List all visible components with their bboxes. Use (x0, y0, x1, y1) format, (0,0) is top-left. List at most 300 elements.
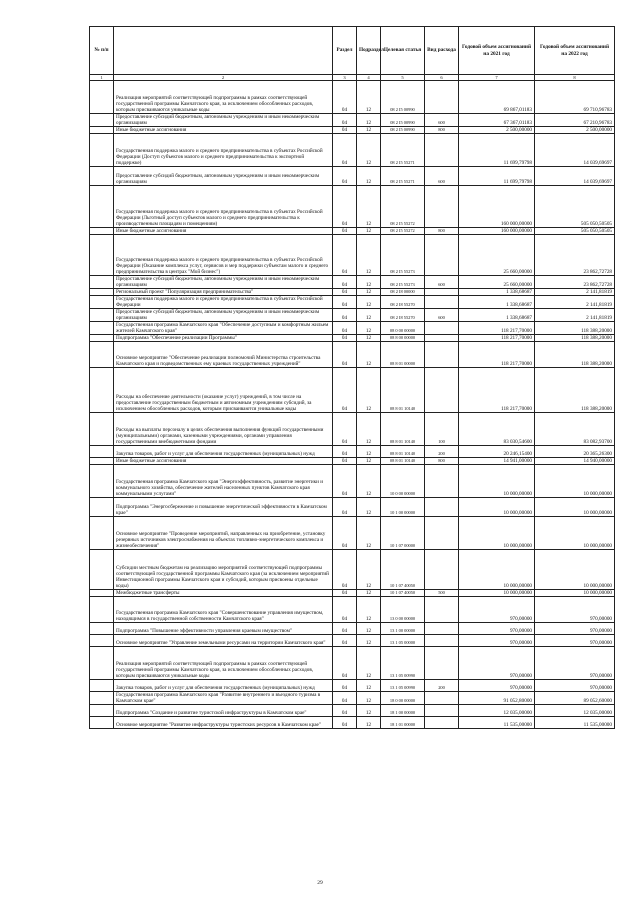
row-target-code: 08 8 01 10140 (381, 458, 425, 465)
header-name (114, 27, 333, 75)
row-section: 04 (333, 705, 357, 717)
row-section: 04 (333, 167, 357, 186)
row-name: Основное мероприятие "Проведение мероприятий, направленных на приобретение, установку резервных источников электроснабжения на объектах топливно-энергетического комплекса и жизнеобеспечения" (114, 517, 333, 550)
row-subsection: 12 (357, 446, 381, 458)
row-vol2021: 10 000,00000 (459, 590, 535, 597)
row-exp-type: 200 (425, 680, 459, 692)
row-section: 04 (333, 186, 357, 228)
row-section: 04 (333, 309, 357, 322)
row-vol2021: 1 338,68687 (459, 309, 535, 322)
row-vol2022: 970,00000 (535, 647, 615, 680)
row-name: Расходы на выплаты персоналу в целях обеспечения выполнения функций государственными (муниципальными) органами, казенными учреждениями, органами управления государственными внебюджетными фондами (114, 413, 333, 446)
row-section: 04 (333, 635, 357, 647)
row-section: 04 (333, 368, 357, 413)
row-subsection: 12 (357, 498, 381, 517)
row-exp-type: 600 (425, 309, 459, 322)
row-section: 04 (333, 322, 357, 335)
row-target-code: 10 1 07 00000 (381, 517, 425, 550)
row-number (90, 597, 114, 623)
table-row (90, 680, 615, 692)
row-target-code: 18 1 01 00000 (381, 717, 425, 729)
row-name: Основное мероприятие "Обеспечение реализации полномочий Министерства строительства Камчатского края и подведомственных ему краевых государственных учреждений" (114, 342, 333, 368)
row-subsection: 12 (357, 309, 381, 322)
row-name: Основное мероприятие "Развитие инфраструктуры туристских ресурсов в Камчатском крае" (114, 717, 333, 729)
row-subsection: 12 (357, 114, 381, 127)
row-target-code: 08 2 I5 55271 (381, 167, 425, 186)
row-name: Предоставление субсидий бюджетным, автономным учреждениям и иным некоммерческим организациям (114, 309, 333, 322)
row-exp-type (425, 705, 459, 717)
row-subsection: 12 (357, 680, 381, 692)
row-subsection: 12 (357, 289, 381, 296)
row-vol2022: 23 862,72728 (535, 276, 615, 289)
row-name: Основное мероприятие "Управление земельными ресурсами на территории Камчатского края" (114, 635, 333, 647)
row-target-code: 10 1 07 40050 (381, 590, 425, 597)
row-number (90, 550, 114, 590)
row-vol2021: 91 052,80000 (459, 692, 535, 705)
row-vol2022: 970,00000 (535, 597, 615, 623)
row-section: 04 (333, 498, 357, 517)
row-section: 04 (333, 597, 357, 623)
row-name: Иные бюджетные ассигнования (114, 228, 333, 235)
row-vol2021: 10 000,00000 (459, 498, 535, 517)
row-subsection: 12 (357, 228, 381, 235)
row-vol2021: 20 246,15400 (459, 446, 535, 458)
row-vol2021: 970,00000 (459, 623, 535, 635)
row-number (90, 465, 114, 498)
row-subsection: 12 (357, 368, 381, 413)
row-exp-type (425, 235, 459, 276)
row-number (90, 276, 114, 289)
row-name: Государственная программа Камчатского края "Развитие внутреннего и въездного туризма в Камчатском крае" (114, 692, 333, 705)
row-section: 04 (333, 517, 357, 550)
row-number (90, 413, 114, 446)
row-section: 04 (333, 680, 357, 692)
row-number (90, 134, 114, 167)
row-exp-type: 800 (425, 127, 459, 134)
row-vol2022: 67 210,96783 (535, 114, 615, 127)
table-row (90, 413, 615, 446)
row-subsection: 12 (357, 134, 381, 167)
row-subsection: 12 (357, 590, 381, 597)
row-name: Подпрограмма "Повышение эффективности управления краевым имуществом" (114, 623, 333, 635)
row-number (90, 228, 114, 235)
table-body (90, 81, 615, 729)
header-exp-type: Вид расхода (425, 27, 459, 75)
row-target-code: 08 8 00 00000 (381, 335, 425, 342)
row-name: Предоставление субсидий бюджетным, автономным учреждениям и иным некоммерческим организациям (114, 167, 333, 186)
row-vol2022: 2 141,81819 (535, 296, 615, 309)
row-number (90, 517, 114, 550)
row-name: Межбюджетные трансферты (114, 590, 333, 597)
table-row (90, 597, 615, 623)
row-exp-type: 600 (425, 114, 459, 127)
row-exp-type (425, 692, 459, 705)
table-header (90, 27, 615, 75)
row-target-code: 13 1 05 00990 (381, 680, 425, 692)
row-vol2021: 970,00000 (459, 635, 535, 647)
row-name: Закупка товаров, работ и услуг для обеспечения государственных (муниципальных) нужд (114, 446, 333, 458)
row-vol2021: 160 000,00000 (459, 186, 535, 228)
row-vol2022: 118 388,20000 (535, 368, 615, 413)
row-vol2021: 11 699,79798 (459, 167, 535, 186)
row-number (90, 692, 114, 705)
row-vol2021: 11 535,00000 (459, 717, 535, 729)
row-section: 04 (333, 335, 357, 342)
row-vol2021: 14 941,00000 (459, 458, 535, 465)
row-target-code: 08 2 I5 00990 (381, 127, 425, 134)
table-row (90, 342, 615, 368)
row-vol2022: 2 141,81819 (535, 309, 615, 322)
row-subsection: 12 (357, 276, 381, 289)
row-section: 04 (333, 289, 357, 296)
row-name: Подпрограмма "Энергосбережение и повышение энергетической эффективности в Камчатском крае" (114, 498, 333, 517)
row-subsection: 12 (357, 322, 381, 335)
table-row (90, 368, 615, 413)
row-section: 04 (333, 623, 357, 635)
row-vol2022: 83 082,93700 (535, 413, 615, 446)
row-section: 04 (333, 296, 357, 309)
table-row (90, 550, 615, 590)
row-subsection: 12 (357, 127, 381, 134)
table-row (90, 167, 615, 186)
row-subsection: 12 (357, 335, 381, 342)
row-number (90, 296, 114, 309)
row-number (90, 335, 114, 342)
row-target-code: 08 2 I8 00000 (381, 289, 425, 296)
colnum: 6 (425, 75, 459, 81)
table-row (90, 647, 615, 680)
row-target-code: 08 2 I8 55270 (381, 296, 425, 309)
row-section: 04 (333, 114, 357, 127)
row-exp-type (425, 635, 459, 647)
row-exp-type (425, 647, 459, 680)
row-exp-type: 500 (425, 590, 459, 597)
row-number (90, 322, 114, 335)
table-row (90, 127, 615, 134)
row-subsection: 12 (357, 635, 381, 647)
header-vol2021: Годовой объем ассигнований на 2021 год (459, 27, 535, 75)
row-subsection: 12 (357, 465, 381, 498)
table-row (90, 692, 615, 705)
row-vol2021: 83 030,54600 (459, 413, 535, 446)
row-exp-type (425, 335, 459, 342)
row-target-code: 10 1 00 00000 (381, 498, 425, 517)
header-subsection: Подраздел (357, 27, 381, 75)
page-number: 29 (317, 880, 323, 886)
row-number (90, 635, 114, 647)
table-row (90, 623, 615, 635)
colnum: 3 (333, 75, 357, 81)
row-section: 04 (333, 717, 357, 729)
header-num: № п/п (90, 27, 114, 75)
table-row (90, 186, 615, 228)
row-target-code: 08 8 01 10140 (381, 368, 425, 413)
table-row (90, 81, 615, 114)
row-section: 04 (333, 550, 357, 590)
row-section: 04 (333, 127, 357, 134)
row-target-code: 18 1 00 00000 (381, 705, 425, 717)
row-section: 04 (333, 81, 357, 114)
row-number (90, 458, 114, 465)
row-target-code: 08 2 I5 55272 (381, 186, 425, 228)
colnum: 8 (535, 75, 615, 81)
row-number (90, 368, 114, 413)
table-row (90, 114, 615, 127)
row-exp-type: 800 (425, 228, 459, 235)
row-name: Государственная программа Камчатского края "Энергоэффективность, развитие энергетики и коммунального хозяйства, обеспечение жителей населенных пунктов Камчатского края коммунальными услугами" (114, 465, 333, 498)
row-name: Субсидии местным бюджетам на реализацию мероприятий соответствующей подпрограммы соответствующей государственной программы Камчатского края (за исключением мероприятий Инвестиционной программы Камчатского края и субсидий, которым присвоены отдельные коды) (114, 550, 333, 590)
row-exp-type (425, 134, 459, 167)
row-section: 04 (333, 446, 357, 458)
row-vol2022: 12 035,00000 (535, 705, 615, 717)
row-target-code: 08 0 00 00000 (381, 322, 425, 335)
row-subsection: 12 (357, 647, 381, 680)
row-exp-type (425, 465, 459, 498)
colnum: 4 (357, 75, 381, 81)
row-name: Государственная поддержка малого и среднего предпринимательства в субъектах Российской Федерации (Льготный доступ субъектов малого и среднего предпринимательства к производственным площадям и помещениям) (114, 186, 333, 228)
table-row (90, 590, 615, 597)
row-number (90, 705, 114, 717)
row-number (90, 235, 114, 276)
colnum: 1 (90, 75, 114, 81)
row-subsection: 12 (357, 550, 381, 590)
row-subsection: 12 (357, 81, 381, 114)
row-number (90, 446, 114, 458)
row-vol2021: 970,00000 (459, 680, 535, 692)
row-exp-type (425, 289, 459, 296)
table-row (90, 322, 615, 335)
row-number (90, 680, 114, 692)
row-vol2022: 505 050,50505 (535, 186, 615, 228)
table-row (90, 717, 615, 729)
colnum: 2 (114, 75, 333, 81)
row-exp-type (425, 368, 459, 413)
row-vol2022: 10 000,00000 (535, 517, 615, 550)
row-subsection: 12 (357, 623, 381, 635)
row-section: 04 (333, 134, 357, 167)
header-target: Целевая статья (381, 27, 425, 75)
header-vol2022: Годовой объем ассигнований на 2022 год (535, 27, 615, 75)
row-subsection: 12 (357, 517, 381, 550)
row-vol2021: 10 000,00000 (459, 465, 535, 498)
row-vol2021: 25 660,00000 (459, 276, 535, 289)
row-vol2021: 12 035,00000 (459, 705, 535, 717)
row-target-code: 13 1 05 00000 (381, 635, 425, 647)
row-section: 04 (333, 342, 357, 368)
row-subsection: 12 (357, 186, 381, 228)
table-row (90, 309, 615, 322)
row-subsection: 12 (357, 167, 381, 186)
row-number (90, 81, 114, 114)
table-row (90, 517, 615, 550)
table-row (90, 498, 615, 517)
row-section: 04 (333, 276, 357, 289)
row-name: Предоставление субсидий бюджетным, автономным учреждениям и иным некоммерческим организациям (114, 114, 333, 127)
row-name: Государственная поддержка малого и среднего предпринимательства в субъектах Российской Федерации (Доступ субъектов малого и среднего предпринимательства к экспортной поддержке) (114, 134, 333, 167)
row-exp-type (425, 296, 459, 309)
table-row (90, 296, 615, 309)
row-target-code: 18 0 00 00000 (381, 692, 425, 705)
row-exp-type: 600 (425, 276, 459, 289)
row-target-code: 08 2 I5 55273 (381, 235, 425, 276)
row-section: 04 (333, 235, 357, 276)
budget-table-page (89, 26, 614, 729)
row-name: Государственная поддержка малого и среднего предпринимательства в субъектах Российской Федерации (Оказание комплекса услуг, сервисов и мер поддержки субъектам малого и среднего предпринимательства в центрах "Мой бизнес") (114, 235, 333, 276)
row-exp-type (425, 342, 459, 368)
row-section: 04 (333, 228, 357, 235)
row-number (90, 623, 114, 635)
row-subsection: 12 (357, 235, 381, 276)
row-exp-type: 100 (425, 413, 459, 446)
row-vol2022: 14 039,69697 (535, 134, 615, 167)
row-name: Предоставление субсидий бюджетным, автономным учреждениям и иным некоммерческим организациям (114, 276, 333, 289)
row-name: Реализация мероприятий соответствующей подпрограммы в рамках соответствующей государственной программы Камчатского края, за исключением обособленных расходов, которым присваиваются уникальные коды (114, 81, 333, 114)
row-vol2022: 118 388,20000 (535, 322, 615, 335)
row-number (90, 114, 114, 127)
row-section: 04 (333, 465, 357, 498)
row-vol2021: 118 217,70000 (459, 368, 535, 413)
row-target-code: 08 8 01 10140 (381, 446, 425, 458)
row-vol2022: 10 000,00000 (535, 590, 615, 597)
row-exp-type (425, 186, 459, 228)
row-number (90, 498, 114, 517)
row-target-code: 08 8 01 00000 (381, 342, 425, 368)
row-target-code: 08 2 I5 00990 (381, 114, 425, 127)
row-vol2022: 2 500,00000 (535, 127, 615, 134)
row-vol2022: 69 710,96783 (535, 81, 615, 114)
row-vol2021: 970,00000 (459, 647, 535, 680)
row-vol2022: 89 052,60000 (535, 692, 615, 705)
row-vol2021: 970,00000 (459, 597, 535, 623)
table-row (90, 276, 615, 289)
row-vol2022: 970,00000 (535, 680, 615, 692)
row-target-code: 08 2 I5 55271 (381, 134, 425, 167)
row-target-code: 08 2 I5 55273 (381, 276, 425, 289)
table-row (90, 134, 615, 167)
row-vol2022: 10 000,00000 (535, 550, 615, 590)
table-row (90, 235, 615, 276)
row-vol2022: 118 388,20000 (535, 335, 615, 342)
row-vol2022: 14 039,69697 (535, 167, 615, 186)
row-exp-type (425, 717, 459, 729)
row-vol2021: 118 217,70000 (459, 335, 535, 342)
row-target-code: 13 0 00 00000 (381, 597, 425, 623)
row-number (90, 186, 114, 228)
table-row (90, 446, 615, 458)
row-vol2021: 69 867,01183 (459, 81, 535, 114)
row-exp-type (425, 550, 459, 590)
row-vol2022: 2 141,81819 (535, 289, 615, 296)
row-subsection: 12 (357, 717, 381, 729)
table-row (90, 228, 615, 235)
row-name: Иные бюджетные ассигнования (114, 127, 333, 134)
row-subsection: 12 (357, 413, 381, 446)
row-number (90, 289, 114, 296)
row-subsection: 12 (357, 458, 381, 465)
row-vol2021: 10 000,00000 (459, 550, 535, 590)
row-name: Закупка товаров, работ и услуг для обеспечения государственных (муниципальных) нужд (114, 680, 333, 692)
row-name: Иные бюджетные ассигнования (114, 458, 333, 465)
table-row (90, 458, 615, 465)
row-vol2022: 505 050,50505 (535, 228, 615, 235)
row-subsection: 12 (357, 296, 381, 309)
row-exp-type (425, 322, 459, 335)
header-section: Раздел (333, 27, 357, 75)
row-number (90, 717, 114, 729)
row-vol2022: 970,00000 (535, 635, 615, 647)
row-name: Региональный проект "Популяризация предпринимательства" (114, 289, 333, 296)
row-target-code: 08 8 01 10140 (381, 413, 425, 446)
table-row (90, 289, 615, 296)
row-target-code: 08 2 I5 00990 (381, 81, 425, 114)
row-exp-type: 600 (425, 167, 459, 186)
row-target-code: 10 0 00 00000 (381, 465, 425, 498)
row-vol2021: 67 367,01183 (459, 114, 535, 127)
row-name: Подпрограмма "Создание и развитие туристской инфраструктуры в Камчатском крае" (114, 705, 333, 717)
row-vol2022: 10 000,00000 (535, 498, 615, 517)
table-row (90, 465, 615, 498)
budget-table (89, 26, 615, 729)
row-vol2021: 118 217,70000 (459, 342, 535, 368)
row-number (90, 309, 114, 322)
row-name: Государственная программа Камчатского края "Обеспечение доступным и комфортным жильем жителей Камчатского края" (114, 322, 333, 335)
row-name: Государственная программа Камчатского края "Совершенствование управления имуществом, находящимся в государственной собственности Камчатского края" (114, 597, 333, 623)
row-exp-type: 800 (425, 458, 459, 465)
row-vol2022: 23 862,72728 (535, 235, 615, 276)
row-subsection: 12 (357, 692, 381, 705)
row-name: Подпрограмма "Обеспечение реализации Программы" (114, 335, 333, 342)
row-number (90, 167, 114, 186)
table-row (90, 335, 615, 342)
row-section: 04 (333, 590, 357, 597)
row-target-code: 13 1 00 00000 (381, 623, 425, 635)
row-subsection: 12 (357, 342, 381, 368)
row-exp-type (425, 81, 459, 114)
row-vol2021: 1 338,68687 (459, 289, 535, 296)
row-number (90, 127, 114, 134)
row-vol2022: 20 365,26300 (535, 446, 615, 458)
row-section: 04 (333, 413, 357, 446)
row-target-code: 08 2 I8 55270 (381, 309, 425, 322)
row-name: Государственная поддержка малого и среднего предпринимательства в субъектах Российской Федерации (114, 296, 333, 309)
row-vol2022: 14 940,00000 (535, 458, 615, 465)
row-vol2021: 25 660,00000 (459, 235, 535, 276)
row-section: 04 (333, 458, 357, 465)
row-vol2021: 160 000,00000 (459, 228, 535, 235)
row-vol2022: 11 535,00000 (535, 717, 615, 729)
row-vol2022: 10 000,00000 (535, 465, 615, 498)
row-name: Реализация мероприятий соответствующей подпрограммы в рамках соответствующей государственной программы Камчатского края, за исключением обособленных расходов, которым присваиваются уникальные коды (114, 647, 333, 680)
row-name: Расходы на обеспечение деятельности (оказание услуг) учреждений, в том числе на предоставление государственным бюджетным и автономным учреждениям субсидий, за исключением обособленных расходов, которым присваиваются уникальные коды (114, 368, 333, 413)
row-vol2021: 10 000,00000 (459, 517, 535, 550)
row-section: 04 (333, 647, 357, 680)
row-section: 04 (333, 692, 357, 705)
row-subsection: 12 (357, 705, 381, 717)
row-subsection: 12 (357, 597, 381, 623)
row-exp-type (425, 623, 459, 635)
table-row (90, 635, 615, 647)
row-vol2021: 2 500,00000 (459, 127, 535, 134)
row-exp-type (425, 517, 459, 550)
row-vol2021: 1 338,68687 (459, 296, 535, 309)
row-number (90, 647, 114, 680)
row-target-code: 08 2 I5 55272 (381, 228, 425, 235)
row-number (90, 342, 114, 368)
row-vol2021: 11 699,79798 (459, 134, 535, 167)
row-vol2022: 118 388,20000 (535, 342, 615, 368)
row-number (90, 590, 114, 597)
row-exp-type (425, 498, 459, 517)
